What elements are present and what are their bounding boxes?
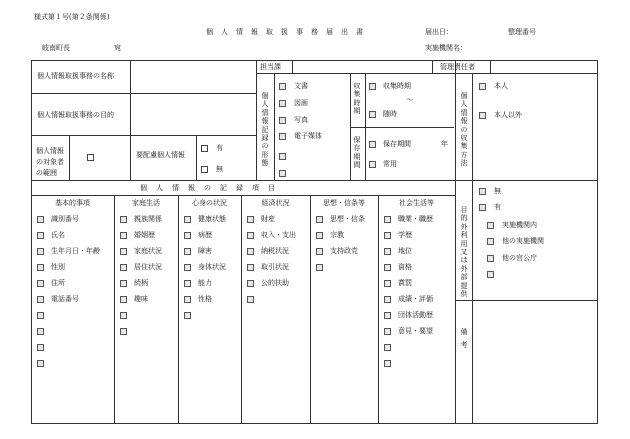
record-item-checkbox[interactable] <box>384 296 391 303</box>
record-item-checkbox[interactable] <box>384 360 391 367</box>
record-form-option-label: 電子媒体 <box>294 132 322 140</box>
method-other-checkbox[interactable] <box>479 112 486 119</box>
record-item-label: 団体活動歴 <box>398 311 433 319</box>
external-use-label: 目的外利用又は外部提供 <box>460 206 468 299</box>
section-label: 担当課 <box>260 63 281 71</box>
record-item-checkbox[interactable] <box>247 248 254 255</box>
date-range-tilde: 〜 <box>406 96 413 104</box>
collection-time-checkbox[interactable] <box>369 83 376 90</box>
record-item-checkbox[interactable] <box>37 328 44 335</box>
method-self-label: 本人 <box>494 82 508 90</box>
record-item-checkbox[interactable] <box>384 312 391 319</box>
record-item-label: 住所 <box>51 279 65 287</box>
record-item-label: 意見・要望 <box>398 327 433 335</box>
retention-permanent-text: 常用 <box>383 160 397 168</box>
record-form-option-label: 図画 <box>294 99 308 107</box>
collection-method-label: 個人情報の収集方法 <box>460 92 468 168</box>
record-item-label: 病歴 <box>198 231 212 239</box>
addressee: 宛 <box>114 44 121 52</box>
record-item-label: 親族関係 <box>134 215 162 223</box>
record-item-checkbox[interactable] <box>37 280 44 287</box>
record-item-checkbox[interactable] <box>120 248 127 255</box>
remarks-label: 備 考 <box>460 328 475 349</box>
sensitive-info-label: 要配慮個人情報 <box>136 151 185 159</box>
collection-anytime-text: 随時 <box>383 110 397 118</box>
external-none-checkbox[interactable] <box>479 188 486 195</box>
record-form-option-label: 文書 <box>294 82 308 90</box>
record-form-checkbox[interactable] <box>279 133 286 140</box>
manager-label: 管理責任者 <box>440 63 475 71</box>
record-item-label: 生年月日・年齢 <box>51 247 100 255</box>
record-item-checkbox[interactable] <box>184 280 191 287</box>
external-government-label: 他の官公庁 <box>502 254 537 262</box>
record-item-checkbox[interactable] <box>247 264 254 271</box>
record-item-checkbox[interactable] <box>384 280 391 287</box>
record-item-checkbox[interactable] <box>247 232 254 239</box>
retention-period-text: 保存期間 <box>383 140 411 148</box>
record-item-label: 障害 <box>198 247 212 255</box>
record-item-checkbox[interactable] <box>120 312 127 319</box>
record-form-checkbox[interactable] <box>279 83 286 90</box>
record-form-checkbox[interactable] <box>279 153 286 160</box>
record-form-checkbox[interactable] <box>279 117 286 124</box>
retention-year-unit: 年 <box>441 140 448 148</box>
collection-anytime-checkbox[interactable] <box>369 111 376 118</box>
record-item-label: 宗教 <box>330 231 344 239</box>
record-item-checkbox[interactable] <box>184 296 191 303</box>
column-header-economic: 経済状況 <box>261 199 290 207</box>
record-item-label: 性格 <box>198 295 212 303</box>
collection-time-label: 収集時期 <box>353 82 361 116</box>
record-item-checkbox[interactable] <box>37 264 44 271</box>
record-items-title: 個 人 情 報 の 記 録 項 目 <box>140 184 276 192</box>
record-item-checkbox[interactable] <box>384 328 391 335</box>
record-item-checkbox[interactable] <box>120 216 127 223</box>
record-item-label: 婚姻歴 <box>134 231 155 239</box>
record-form-checkbox[interactable] <box>279 170 286 177</box>
record-item-label: 公的扶助 <box>261 279 289 287</box>
external-other-agency-label: 他の実施機関 <box>502 237 544 245</box>
collection-time-text: 収集時期 <box>383 82 411 90</box>
sensitive-no-checkbox[interactable] <box>201 166 208 173</box>
record-item-checkbox[interactable] <box>184 232 191 239</box>
column-header-belief: 思想・信条等 <box>323 199 365 207</box>
record-item-checkbox[interactable] <box>384 344 391 351</box>
record-form-checkbox[interactable] <box>279 100 286 107</box>
record-item-label: 続柄 <box>134 279 148 287</box>
record-item-checkbox[interactable] <box>37 296 44 303</box>
external-government-checkbox[interactable] <box>487 255 494 262</box>
record-item-label: 資格 <box>398 263 412 271</box>
record-item-checkbox[interactable] <box>120 296 127 303</box>
external-exists-label: 有 <box>494 203 501 211</box>
external-internal-label: 実施機関内 <box>502 221 537 229</box>
record-item-checkbox[interactable] <box>37 248 44 255</box>
record-item-checkbox[interactable] <box>37 216 44 223</box>
form-title: 個 人 情 報 取 扱 事 務 届 出 書 <box>206 28 364 36</box>
record-item-label: 趣味 <box>134 295 148 303</box>
column-header-family: 家庭生活 <box>132 199 160 207</box>
record-item-checkbox[interactable] <box>247 296 254 303</box>
agency-name-label: 実施機関名： <box>425 44 467 52</box>
record-item-checkbox[interactable] <box>247 216 254 223</box>
record-item-label: 支持政党 <box>330 247 358 255</box>
record-item-checkbox[interactable] <box>37 344 44 351</box>
record-item-label: 財産 <box>261 215 275 223</box>
external-none-label: 無 <box>494 187 501 195</box>
column-header-social: 社会生活等 <box>399 199 434 207</box>
record-item-checkbox[interactable] <box>316 248 323 255</box>
record-item-label: 氏名 <box>51 231 65 239</box>
record-item-label: 学歴 <box>398 231 412 239</box>
record-item-label: 職業・職歴 <box>398 215 433 223</box>
record-item-label: 識別番号 <box>51 215 79 223</box>
record-item-checkbox[interactable] <box>184 312 191 319</box>
record-item-label: 地位 <box>398 247 412 255</box>
form-number: 様式第１号(第２条関係) <box>34 13 110 21</box>
column-header-health: 心身の状況 <box>192 199 227 207</box>
record-item-checkbox[interactable] <box>384 216 391 223</box>
record-item-checkbox[interactable] <box>384 232 391 239</box>
external-blank-checkbox[interactable] <box>487 271 494 278</box>
record-item-checkbox[interactable] <box>37 360 44 367</box>
record-item-label: 電話番号 <box>51 295 79 303</box>
submission-date-label: 届出日： <box>425 28 453 36</box>
external-internal-checkbox[interactable] <box>487 222 494 229</box>
record-item-checkbox[interactable] <box>184 264 191 271</box>
retention-label: 保存期間 <box>353 136 361 170</box>
external-exists-checkbox[interactable] <box>479 204 486 211</box>
record-item-checkbox[interactable] <box>37 232 44 239</box>
record-item-checkbox[interactable] <box>120 264 127 271</box>
method-self-checkbox[interactable] <box>479 83 486 90</box>
sensitive-yes-checkbox[interactable] <box>201 145 208 152</box>
record-item-label: 取引状況 <box>261 263 289 271</box>
record-item-checkbox[interactable] <box>384 264 391 271</box>
record-item-checkbox[interactable] <box>184 248 191 255</box>
office-purpose-label: 個人情報取扱事務の目的 <box>37 111 114 119</box>
record-item-label: 成績・評価 <box>398 295 433 303</box>
record-item-checkbox[interactable] <box>184 216 191 223</box>
office-name-label: 個人情報取扱事務の名称 <box>37 72 114 80</box>
record-item-checkbox[interactable] <box>120 232 127 239</box>
record-item-checkbox[interactable] <box>120 328 127 335</box>
record-item-checkbox[interactable] <box>316 216 323 223</box>
record-item-label: 居住状況 <box>134 263 162 271</box>
retention-period-checkbox[interactable] <box>369 141 376 148</box>
sensitive-yes-label: 有 <box>216 144 223 152</box>
sensitive-no-label: 無 <box>216 165 223 173</box>
record-item-label: 思想・信条 <box>330 215 365 223</box>
record-item-checkbox[interactable] <box>120 280 127 287</box>
record-item-label: 健康状態 <box>198 215 226 223</box>
record-item-label: 納税状況 <box>261 247 289 255</box>
record-item-label: 賞罰 <box>398 279 412 287</box>
column-header-basic: 基本的事項 <box>55 199 90 207</box>
record-item-checkbox[interactable] <box>316 264 323 271</box>
record-item-label: 収入・支出 <box>261 231 296 239</box>
record-item-label: 身体状況 <box>198 263 226 271</box>
record-form-option-label: 写真 <box>294 116 308 124</box>
reference-number-label: 整理番号 <box>508 28 536 36</box>
record-form-label: 個人情報記録の形態 <box>261 92 269 168</box>
record-item-label: 能力 <box>198 279 212 287</box>
retention-permanent-checkbox[interactable] <box>369 161 376 168</box>
recipient: 岐南町長 <box>42 44 70 52</box>
record-item-checkbox[interactable] <box>247 280 254 287</box>
method-other-label: 本人以外 <box>494 111 522 119</box>
target-scope-checkbox[interactable] <box>87 154 94 161</box>
record-item-checkbox[interactable] <box>316 232 323 239</box>
record-item-label: 性別 <box>51 263 65 271</box>
target-scope-label: 個人情報の対象者の範囲 <box>36 147 64 177</box>
record-item-checkbox[interactable] <box>37 312 44 319</box>
external-other-agency-checkbox[interactable] <box>487 238 494 245</box>
record-item-label: 家庭状況 <box>134 247 162 255</box>
record-item-checkbox[interactable] <box>384 248 391 255</box>
